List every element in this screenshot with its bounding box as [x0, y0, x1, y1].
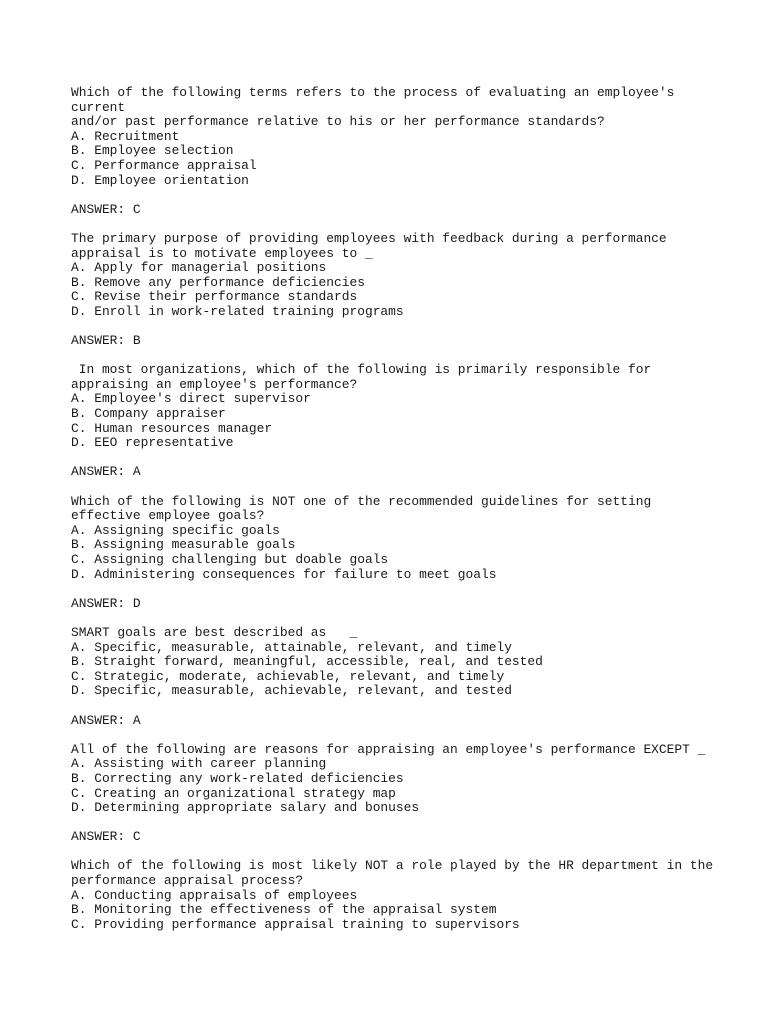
- answer-key: ANSWER: D: [71, 595, 141, 611]
- question-stem-line: performance appraisal process?: [71, 873, 304, 889]
- answer-option: C. Human resources manager: [71, 420, 273, 436]
- answer-option: A. Employee's direct supervisor: [71, 391, 311, 407]
- question-stem-line: In most organizations, which of the following is primarily responsible for: [71, 362, 652, 378]
- answer-option: D. EEO representative: [71, 435, 234, 451]
- question-stem-line: The primary purpose of providing employees with feedback during a performance: [71, 230, 667, 246]
- answer-option: B. Assigning measurable goals: [71, 537, 296, 553]
- question-block: [71, 495, 751, 583]
- question-stem-line: appraising an employee's performance?: [71, 376, 358, 392]
- question-stem-line: SMART goals are best described as _: [71, 624, 358, 640]
- question-stem-line: Which of the following is most likely NOT a role played by the HR department in the: [71, 858, 714, 874]
- answer-option: A. Assigning specific goals: [71, 522, 280, 538]
- answer-option: D. Enroll in work-related training programs: [71, 303, 404, 319]
- answer-option: A. Conducting appraisals of employees: [71, 887, 358, 903]
- answer-key: ANSWER: C: [71, 201, 141, 217]
- answer-key: ANSWER: C: [71, 829, 141, 845]
- question-block: [71, 859, 751, 932]
- answer-option: B. Correcting any work-related deficiencies: [71, 770, 404, 786]
- question-block: [71, 743, 751, 816]
- document-page: [71, 86, 751, 932]
- question-stem-line: appraisal is to motivate employees to _: [71, 245, 373, 261]
- answer-key: ANSWER: A: [71, 712, 141, 728]
- answer-option: B. Employee selection: [71, 143, 234, 159]
- question-stem-line: effective employee goals?: [71, 508, 265, 524]
- question-stem-line: and/or past performance relative to his or her performance standards?: [71, 114, 605, 130]
- answer-key: ANSWER: B: [71, 333, 141, 349]
- answer-option: B. Straight forward, meaningful, accessible, real, and tested: [71, 654, 543, 670]
- answer-option: D. Specific, measurable, achievable, relevant, and tested: [71, 683, 512, 699]
- question-block: [71, 626, 751, 699]
- answer-option: C. Assigning challenging but doable goals: [71, 552, 389, 567]
- answer-option: C. Creating an organizational strategy map: [71, 785, 396, 801]
- answer-option: D. Employee orientation: [71, 172, 249, 188]
- answer-key: ANSWER: A: [71, 464, 141, 480]
- question-stem-line: Which of the following is NOT one of the recommended guidelines for setting: [71, 493, 652, 509]
- answer-option: B. Company appraiser: [71, 406, 226, 422]
- question-block: [71, 232, 751, 320]
- answer-option: A. Specific, measurable, attainable, relevant, and timely: [71, 639, 512, 655]
- answer-option: D. Determining appropriate salary and bonuses: [71, 800, 420, 816]
- answer-option: B. Monitoring the effectiveness of the appraisal system: [71, 902, 497, 918]
- answer-option: C. Revise their performance standards: [71, 289, 358, 305]
- answer-option: D. Administering consequences for failure to meet goals: [71, 566, 497, 582]
- answer-option: C. Strategic, moderate, achievable, relevant, and timely: [71, 668, 505, 684]
- answer-option: C. Performance appraisal: [71, 157, 257, 173]
- question-block: [71, 363, 751, 451]
- answer-option: C. Providing performance appraisal training to supervisors: [71, 916, 520, 932]
- question-block: [71, 86, 751, 188]
- question-stem-line: Which of the following terms refers to the process of evaluating an employee's: [71, 85, 675, 100]
- answer-option: B. Remove any performance deficiencies: [71, 274, 365, 290]
- answer-option: A. Apply for managerial positions: [71, 260, 327, 276]
- answer-option: A. Assisting with career planning: [71, 756, 327, 772]
- question-stem-line: current: [71, 99, 126, 115]
- answer-option: A. Recruitment: [71, 128, 180, 144]
- question-stem-line: All of the following are reasons for appraising an employee's performance EXCEPT _: [71, 741, 706, 757]
